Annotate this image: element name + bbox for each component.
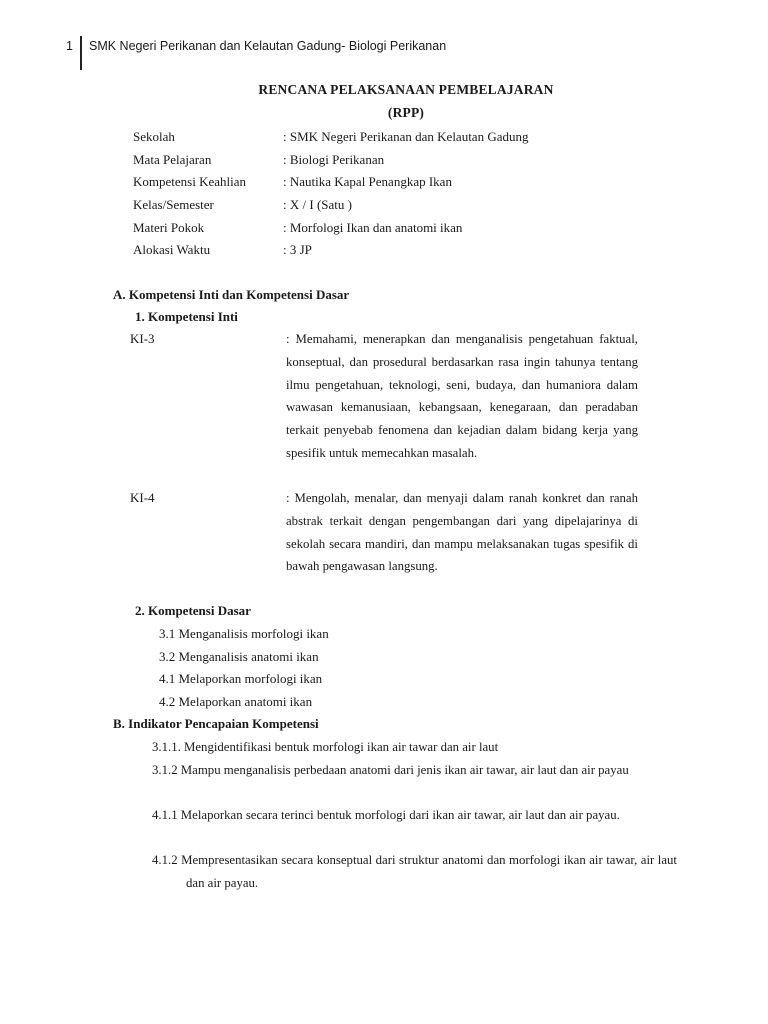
section-a-heading: A. Kompetensi Inti dan Kompetensi Dasar [113, 287, 350, 302]
kd-subheading: 2. Kompetensi Dasar [135, 603, 251, 618]
info-label: Alokasi Waktu [133, 242, 211, 258]
info-label: Kelas/Semester [133, 197, 214, 213]
info-label: Kompetensi Keahlian [133, 174, 246, 190]
indicator-item: 4.1.2 Mempresentasikan secara konseptual dari struktur anatomi dan morfologi ikan air tawar, air laut dan air payau. [152, 853, 677, 890]
info-value: : X / I (Satu ) [283, 197, 352, 213]
header-divider [80, 36, 82, 70]
info-value: : Nautika Kapal Penangkap Ikan [283, 174, 452, 190]
kd-item: 3.2 Menganalisis anatomi ikan [159, 649, 319, 664]
info-label: Sekolah [133, 129, 175, 144]
info-value: : SMK Negeri Perikanan dan Kelautan Gadung [283, 129, 529, 144]
page-number: 1 [66, 39, 73, 53]
info-value: : 3 JP [283, 242, 312, 258]
page-header [0, 36, 768, 70]
kd-item: 4.1 Melaporkan morfologi ikan [159, 671, 323, 686]
indicator-item: 3.1.1. Mengidentifikasi bentuk morfologi ikan air tawar dan air laut [152, 740, 499, 754]
kd-item: 4.2 Melaporkan anatomi ikan [159, 694, 313, 709]
info-value: : Morfologi Ikan dan anatomi ikan [283, 219, 463, 235]
info-label: Mata Pelajaran [133, 151, 212, 167]
info-value: : Biologi Perikanan [283, 151, 385, 167]
document-title: RENCANA PELAKSANAAN PEMBELAJARAN [258, 82, 554, 97]
header-title: SMK Negeri Perikanan dan Kelautan Gadung- Biologi Perikanan [89, 39, 447, 53]
info-label: Materi Pokok [133, 219, 205, 235]
indicator-item: 4.1.1 Melaporkan secara terinci bentuk morfologi dari ikan air tawar, air laut dan air payau. [152, 808, 620, 822]
indicator-item: 3.1.2 Mampu menganalisis perbedaan anatomi dari jenis ikan air tawar, air laut dan air payau [152, 763, 629, 777]
ki3-label: KI-3 [130, 331, 155, 346]
ki4-label: KI-4 [130, 490, 155, 505]
ki4-text: : Mengolah, menalar, dan menyaji dalam ranah konkret dan ranah abstrak terkait dengan pengembangan dari yang dipelajarinya di sekolah secara mandiri, dan mampu melaksanakan tugas spesifik di bawah pengawasan langsung. [286, 491, 638, 574]
ki-subheading: 1. Kompetensi Inti [135, 309, 238, 324]
section-b-heading: B. Indikator Pencapaian Kompetensi [113, 716, 319, 731]
ki3-text: : Memahami, menerapkan dan menganalisis pengetahuan faktual, konseptual, dan prosedural berdasarkan rasa ingin tahunya tentang ilmu pengetahuan, teknologi, seni, budaya, dan humaniora dalam wawasan kemanusiaan, kebangsaan, kenegaraan, dan peradaban terkait penyebab fenomena dan kejadian dalam bidang kerja yang spesifik untuk memecahkan masalah. [286, 332, 638, 460]
kd-item: 3.1 Menganalisis morfologi ikan [159, 626, 329, 641]
document-subtitle: (RPP) [387, 105, 425, 120]
